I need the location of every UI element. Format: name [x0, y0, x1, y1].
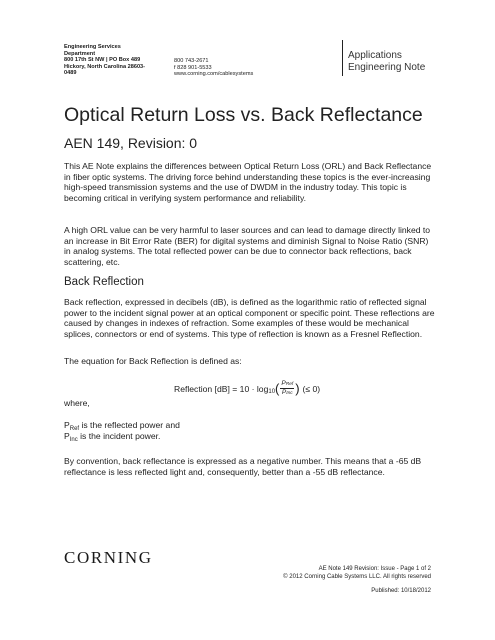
document-title: Optical Return Loss vs. Back Reflectance: [64, 104, 423, 126]
convention-paragraph: By convention, back reflectance is expressed as a negative number. This means that a -65 dB reflectance is less reflected light and, consequently, better than a -55 dB reflectance.: [64, 456, 422, 477]
org-line: Engineering Services: [64, 44, 121, 50]
log-base: 10: [268, 388, 276, 395]
equation-lhs: Reflection [dB] = 10 · log: [174, 383, 269, 394]
footer-published-date: Published: 10/18/2012: [371, 588, 431, 594]
fax: f 828 901-5533: [174, 64, 212, 71]
where-label: where,: [64, 398, 90, 408]
contact-info: [174, 58, 253, 78]
header-divider: [342, 40, 343, 76]
equation-intro: The equation for Back Reflection is defined as:: [64, 356, 242, 366]
org-line: 800 17th St NW | PO Box 489: [64, 57, 141, 64]
footer-page-info: AE Note 149 Revision: Issue - Page 1 of 2: [318, 566, 431, 572]
open-paren: (: [275, 381, 280, 396]
document-subtitle: AEN 149, Revision: 0: [64, 135, 198, 151]
org-line: Hickory, North Carolina 28603-: [64, 63, 146, 70]
org-line: 0489: [64, 70, 77, 77]
footer-copyright: © 2012 Corning Cable Systems LLC. All rights reserved: [283, 574, 431, 580]
numerator: PRef: [281, 380, 294, 387]
intro-paragraph: This AE Note explains the differences between Optical Return Loss (ORL) and Back Reflectance in fiber optic systems. The driving force behind understanding these topics is the ever-increasing high-speed transmission systems and the use of DWDM in the industry today. This topic is becoming critical in verifying system performance and reliability.: [64, 161, 432, 203]
denominator: PInc: [281, 389, 293, 396]
doc-type: [348, 50, 425, 73]
doc-type-line: Engineering Note: [348, 61, 426, 73]
phone: 800 743-2671: [174, 58, 209, 64]
website-link[interactable]: www.corning.com/cablesystems: [174, 71, 254, 78]
back-reflection-equation: [174, 380, 320, 397]
org-line: Department: [64, 50, 96, 57]
power-ratio: [280, 380, 294, 397]
equation-constraint: (≤ 0): [302, 383, 321, 394]
intro-paragraph: A high ORL value can be very harmful to laser sources and can lead to damage directly linked to an increase in Bit Error Rate (BER) for digital systems and diminish Signal to Noise Ratio (SNR) in analog systems. The total reflected power can be due to connector back reflections, back scattering, etc.: [64, 225, 431, 267]
definition-incident-power: $P_{Inc}$ is the incident power.: [64, 431, 161, 443]
close-paren: ): [295, 381, 300, 396]
department-address: [64, 44, 174, 77]
section-heading: Back Reflection: [64, 276, 144, 288]
definition-reflected-power: $P_{Ref}$ is the reflected power and: [64, 420, 180, 432]
section-paragraph: Back reflection, expressed in decibels (dB), is defined as the logarithmic ratio of reflected signal power to the incident signal power at an optical component or specific point. These reflections are caused by changes in indexes of refraction. Some examples of these would be mechanical splices, connectors or end of systems. This type of reflection is known as a Fresnel Reflection.: [64, 297, 435, 339]
corning-logo: CORNING: [64, 548, 153, 567]
doc-type-line: Applications: [348, 50, 402, 61]
